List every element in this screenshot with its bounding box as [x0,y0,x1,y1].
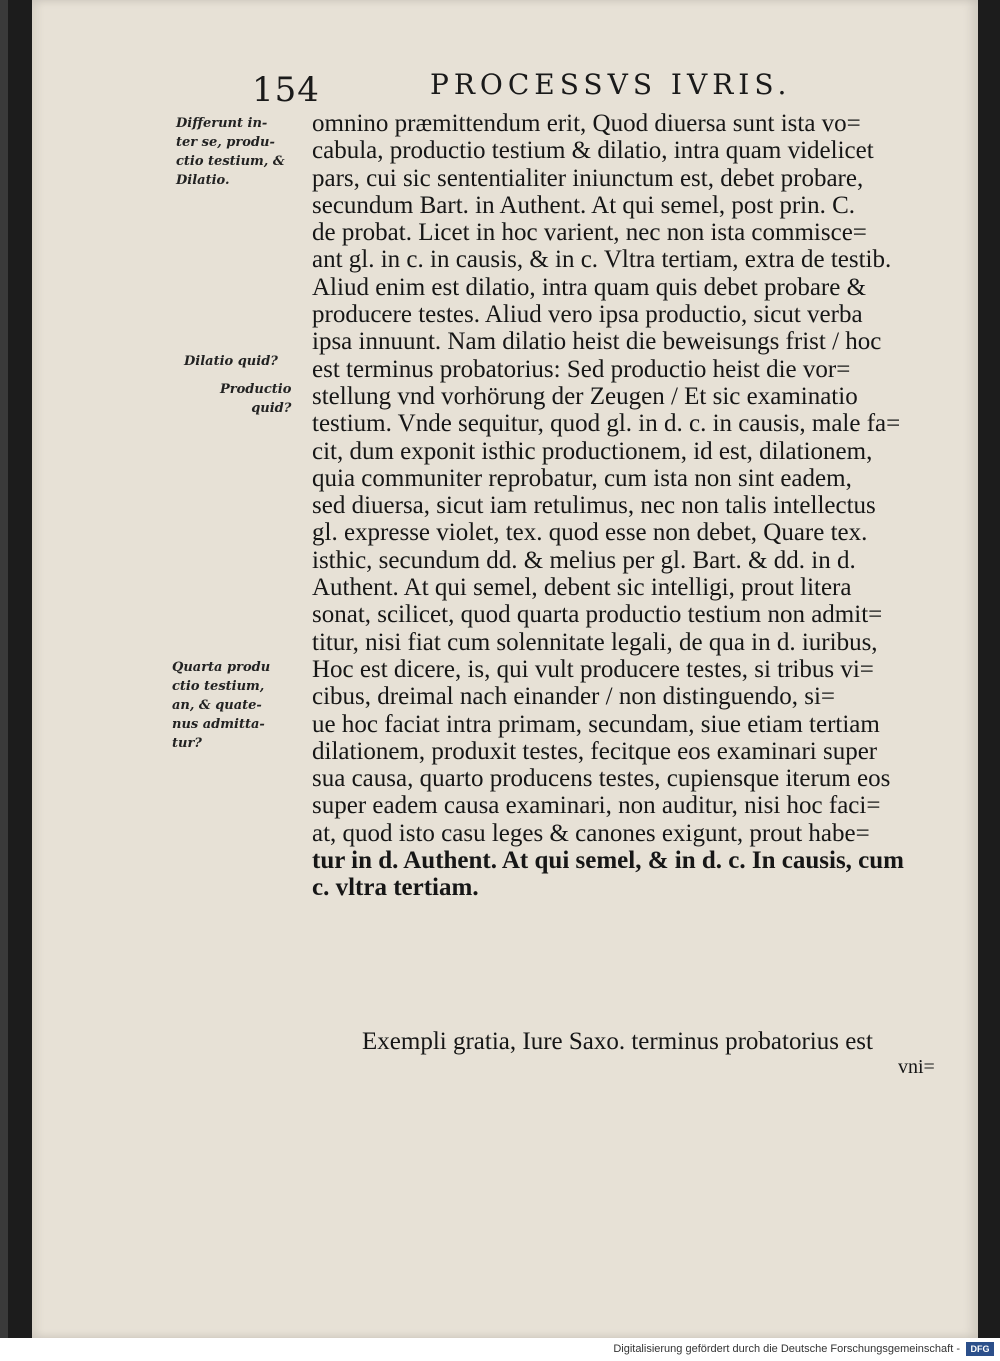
margin-line: ter se, produ- [176,135,275,150]
dfg-logo: DFG [966,1342,994,1356]
text-line: est terminus probatorius: Sed productio heist die vor= [312,355,851,383]
text-line: Hoc est dicere, is, qui vult producere testes, si tribus vi= [312,655,874,683]
text-line: gl. expresse violet, tex. quod esse non debet, Quare tex. [312,519,868,547]
margin-line: Dilatio. [176,173,230,188]
text-line: cibus, dreimal nach einander / non distinguendo, si= [312,683,836,711]
text-line: de probat. Licet in hoc varient, nec non ista commisce= [312,219,867,247]
text-line: Aliud enim est dilatio, intra quam quis debet probare & [312,273,867,301]
page-number: 154 [252,70,320,110]
margin-line: ctio testium, & [176,154,285,169]
margin-line: nus admitta- [172,717,265,732]
footer-credit: Digitalisierung gefördert durch die Deutsche Forschungsgemeinschaft - [613,1343,960,1355]
margin-line: Differunt in- [176,116,268,131]
example-heading-line: Exempli gratia, Iure Saxo. terminus probatorius est [362,1028,873,1055]
margin-note-differunt [176,114,285,190]
text-line: stellung vnd vorhörung der Zeugen / Et sic examinatio [312,382,858,410]
text-line: testium. Vnde sequitur, quod gl. in d. c. in causis, male fa= [312,410,901,438]
margin-line: Quarta produ [172,660,271,675]
margin-line: tur? [172,736,202,751]
text-line: ue hoc faciat intra primam, secundam, siue etiam tertiam [312,710,880,738]
text-line: secundum Bart. in Authent. At qui semel, post prin. C. [312,191,856,219]
text-line: cit, dum exponit isthic productionem, id est, dilationem, [312,437,873,465]
text-line: tur in d. Authent. At qui semel, & in d. c. In causis, cum [312,847,904,875]
text-line: sonat, scilicet, quod quarta productio testium non admit= [312,601,883,629]
text-line: c. vltra tertiam. [312,874,479,902]
text-line: producere testes. Aliud vero ipsa productio, sicut verba [312,301,863,329]
text-line: at, quod isto casu leges & canones exigunt, prout habe= [312,819,870,847]
margin-note-quarta [172,658,270,753]
margin-line: an, & quate- [172,698,262,713]
text-line: sua causa, quarto producens testes, cupiensque iterum eos [312,765,891,793]
text-line: isthic, secundum dd. & melius per gl. Bart. & dd. in d. [312,546,856,574]
text-line: ipsa innuunt. Nam dilatio heist die beweisungs frist / hoc [312,328,882,356]
margin-note-dilatio [184,352,278,371]
main-text [312,110,952,902]
scan-left-edge [0,0,8,1338]
margin-line: Dilatio quid? [184,354,278,369]
margin-note-productio [220,380,291,418]
margin-line: quid? [251,401,292,416]
text-line: pars, cui sic sententialiter iniunctum est, debet probare, [312,164,864,192]
text-line: sed diuersa, sicut iam retulimus, nec non talis intellectus [312,492,876,520]
text-line: ant gl. in c. in causis, & in c. Vltra tertiam, extra de testib. [312,246,892,274]
digitization-footer [0,1338,1000,1361]
text-line: super eadem causa examinari, non auditur, nisi hoc faci= [312,792,881,820]
margin-line: ctio testium, [172,679,265,694]
text-line: omnino præmittendum erit, Quod diuersa sunt ista vo= [312,110,861,137]
text-line: cabula, productio testium & dilatio, intra quam videlicet [312,137,874,165]
running-head: PROCESSVS IVRIS. [430,68,792,101]
text-line: dilationem, produxit testes, fecitque eos examinari super [312,737,878,765]
catchword: vni= [898,1056,935,1078]
text-line: titur, nisi fiat cum solennitate legali, de qua in d. iuribus, [312,628,878,656]
text-line: quia communiter reprobatur, cum ista non sint eadem, [312,464,852,492]
text-line: Authent. At qui semel, debent sic intelligi, prout litera [312,574,852,602]
margin-line: Productio [220,382,292,397]
